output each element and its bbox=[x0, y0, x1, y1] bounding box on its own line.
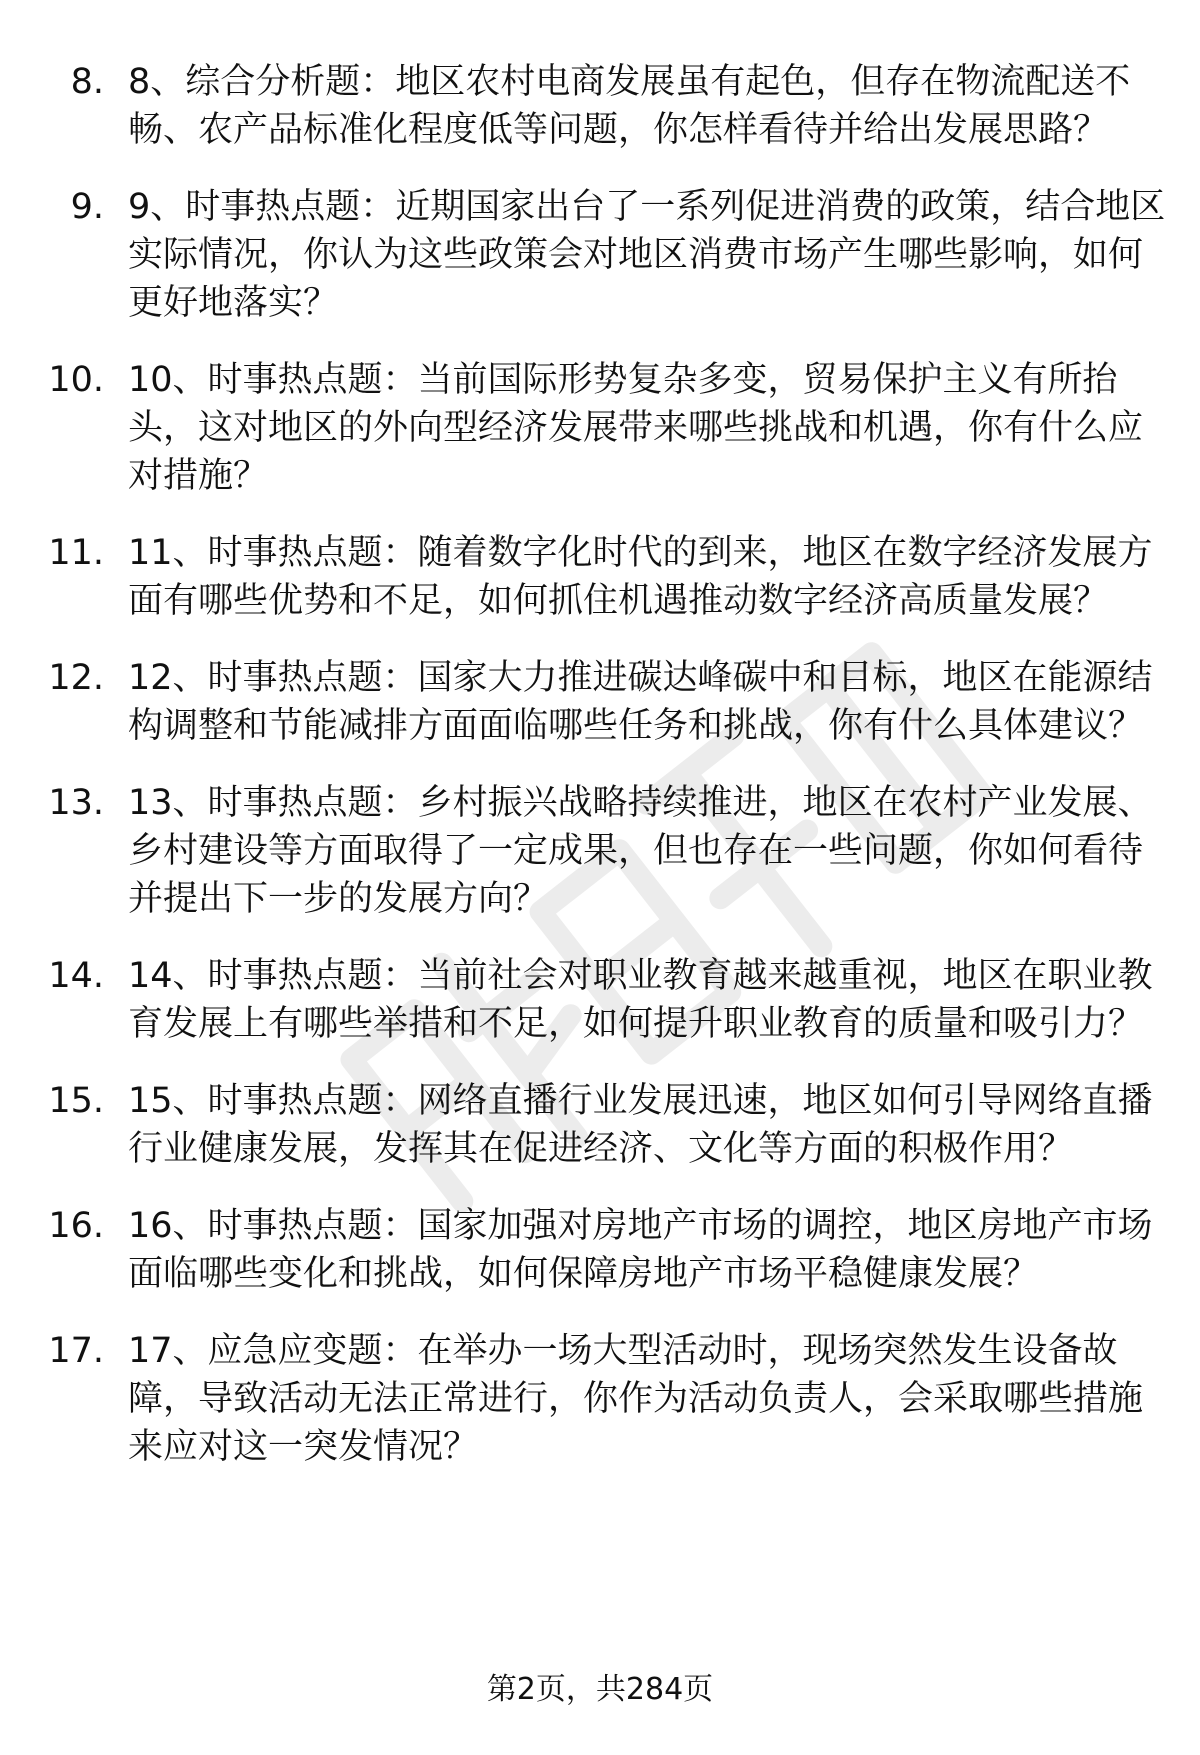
question-text: 15、时事热点题：网络直播行业发展迅速，地区如何引导网络直播行业健康发展，发挥其在促进经济、文化等方面的积极作用？ bbox=[128, 1081, 1153, 1169]
question-number: 17. bbox=[48, 1331, 104, 1371]
question-item bbox=[0, 1077, 1200, 1173]
question-item bbox=[0, 952, 1200, 1048]
question-number: 11. bbox=[48, 533, 104, 573]
question-text: 14、时事热点题：当前社会对职业教育越来越重视，地区在职业教育发展上有哪些举措和不足，如何提升职业教育的质量和吸引力？ bbox=[128, 956, 1153, 1044]
question-number: 10. bbox=[48, 360, 104, 400]
question-number: 16. bbox=[48, 1206, 104, 1246]
question-number: 15. bbox=[48, 1081, 104, 1121]
question-item bbox=[0, 183, 1200, 327]
question-text: 8、综合分析题：地区农村电商发展虽有起色，但存在物流配送不畅、农产品标准化程度低等问题，你怎样看待并给出发展思路？ bbox=[128, 62, 1131, 150]
question-item bbox=[0, 779, 1200, 923]
question-item bbox=[0, 1202, 1200, 1298]
page-footer: 第2页，共284页 bbox=[486, 1672, 714, 1707]
question-text: 9、时事热点题：近期国家出台了一系列促进消费的政策，结合地区实际情况，你认为这些政策会对地区消费市场产生哪些影响，如何更好地落实？ bbox=[128, 187, 1166, 323]
question-item bbox=[0, 1327, 1200, 1471]
question-text: 11、时事热点题：随着数字化时代的到来，地区在数字经济发展方面有哪些优势和不足，如何抓住机遇推动数字经济高质量发展？ bbox=[128, 533, 1153, 621]
question-item bbox=[0, 58, 1200, 154]
question-number: 14. bbox=[48, 956, 104, 996]
question-text: 12、时事热点题：国家大力推进碳达峰碳中和目标，地区在能源结构调整和节能减排方面面临哪些任务和挑战，你有什么具体建议？ bbox=[128, 658, 1153, 746]
question-text: 16、时事热点题：国家加强对房地产市场的调控，地区房地产市场面临哪些变化和挑战，如何保障房地产市场平稳健康发展？ bbox=[128, 1206, 1153, 1294]
question-number: 9. bbox=[70, 187, 104, 227]
question-text: 17、应急应变题：在举办一场大型活动时，现场突然发生设备故障，导致活动无法正常进行，你作为活动负责人，会采取哪些措施来应对这一突发情况？ bbox=[128, 1331, 1144, 1467]
question-number: 13. bbox=[48, 783, 104, 823]
question-number: 12. bbox=[48, 658, 104, 698]
question-item bbox=[0, 654, 1200, 750]
question-text: 13、时事热点题：乡村振兴战略持续推进，地区在农村产业发展、乡村建设等方面取得了一定成果，但也存在一些问题，你如何看待并提出下一步的发展方向？ bbox=[128, 783, 1153, 919]
question-number: 8. bbox=[70, 62, 104, 102]
question-list bbox=[0, 58, 1200, 1500]
question-text: 10、时事热点题：当前国际形势复杂多变，贸易保护主义有所抬头，这对地区的外向型经济发展带来哪些挑战和机遇，你有什么应对措施？ bbox=[128, 360, 1144, 496]
question-item bbox=[0, 356, 1200, 500]
question-item bbox=[0, 529, 1200, 625]
